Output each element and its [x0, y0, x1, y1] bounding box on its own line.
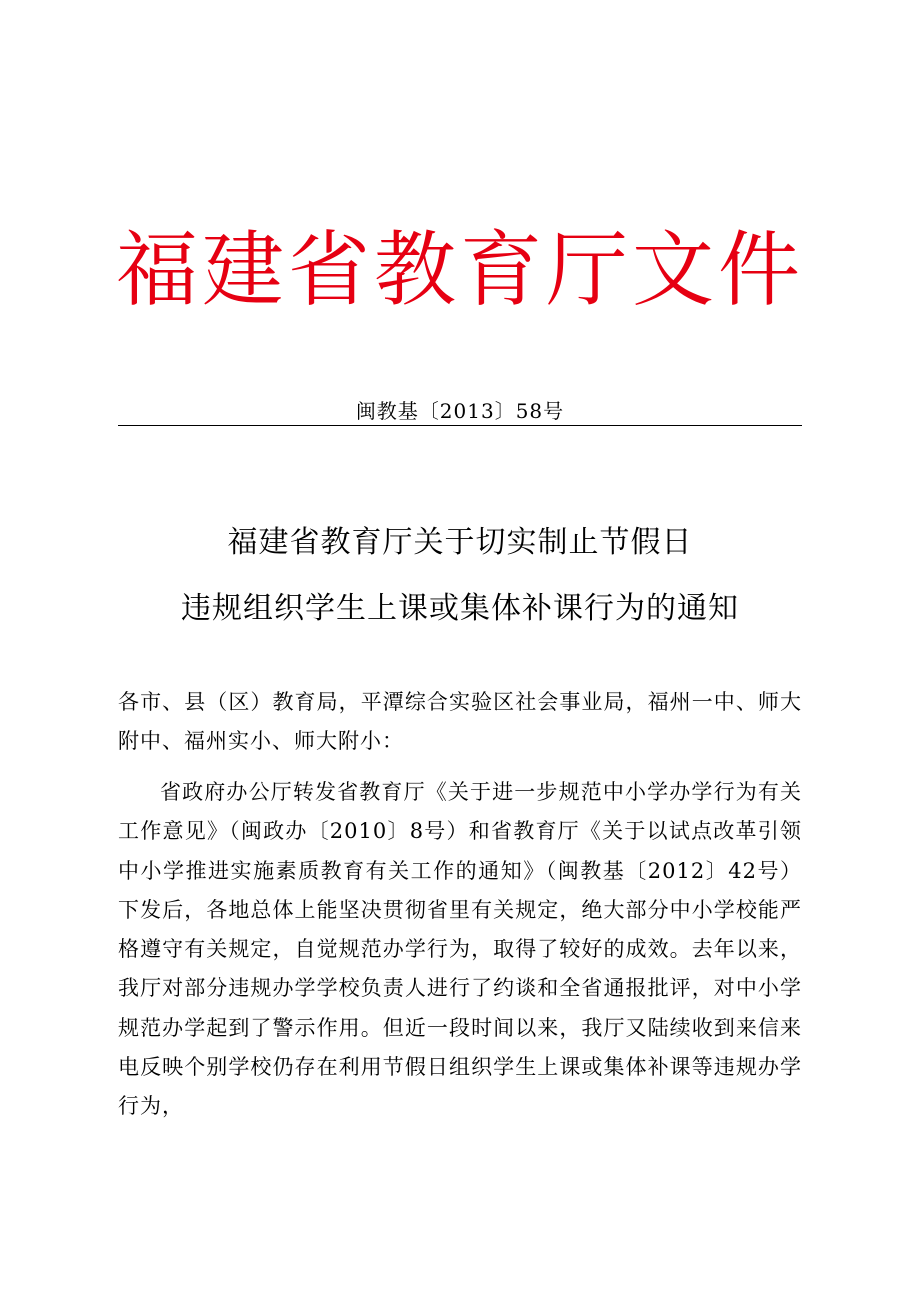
- body-paragraph-1: 省政府办公厅转发省教育厅《关于进一步规范中小学办学行为有关工作意见》（闽政办〔2010〕8号）和省教育厅《关于以试点改革引领中小学推进实施素质教育有关工作的通知》（闽教基〔2012〕42号）下发后，各地总体上能坚决贯彻省里有关规定，绝大部分中小学校能严格遵守有关规定，自觉规范办学行为，取得了较好的成效。去年以来，我厅对部分违规办学学校负责人进行了约谈和全省通报批评，对中小学规范办学起到了警示作用。但近一段时间以来，我厅又陆续收到来信来电反映个别学校仍存在利用节假日组织学生上课或集体补课等违规办学行为，: [118, 780, 802, 1119]
- document-number: 闽教基〔2013〕58号: [355, 399, 565, 423]
- letterhead-title: 福建省教育厅文件: [115, 223, 804, 318]
- document-title-line-2: 违规组织学生上课或集体补课行为的通知: [181, 591, 739, 626]
- document-title-line-1: 福建省教育厅关于切实制止节假日: [227, 525, 693, 560]
- header-divider: [118, 425, 802, 426]
- salutation: 各市、县（区）教育局，平潭综合实验区社会事业局，福州一中、师大附中、福州实小、师大附小：: [118, 690, 802, 753]
- document-title: [0, 510, 920, 642]
